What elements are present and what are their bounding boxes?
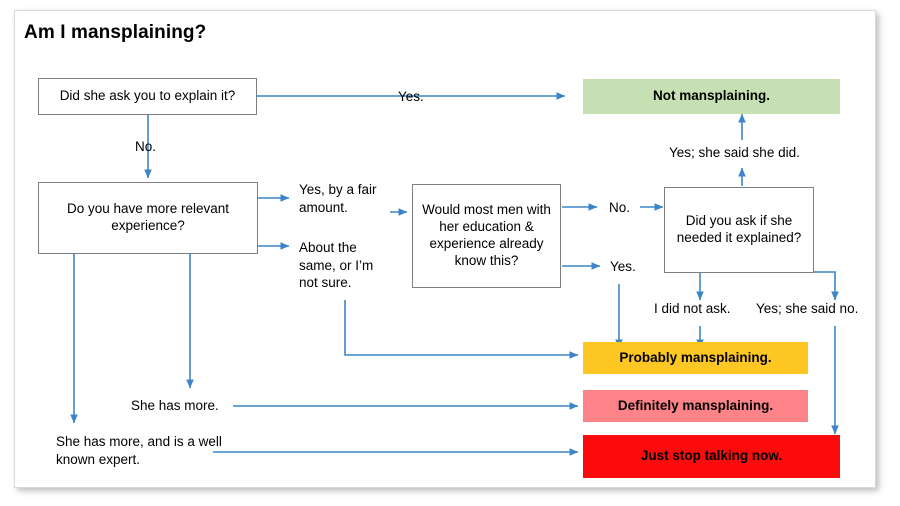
edge-label-i-did-not-ask: I did not ask. (654, 301, 731, 316)
node-definitely-mansplaining[interactable]: Definitely mansplaining. (583, 390, 808, 422)
node-more-relevant-experience[interactable]: Do you have more relevant experience? (38, 182, 258, 254)
edge-label-yes-she-said-she-did: Yes; she said she did. (669, 145, 800, 160)
edge-label-yes-most-men: Yes. (610, 259, 636, 274)
node-did-you-ask[interactable]: Did you ask if she needed it explained? (664, 187, 814, 273)
node-would-most-men-know[interactable]: Would most men with her education & experience already know this? (412, 184, 561, 288)
edge-label-yes-fair-amount: Yes, by a fair amount. (299, 182, 377, 215)
edge-label-no-most-men: No. (609, 200, 631, 215)
edge-label-well-known-expert: She has more, and is a well known expert. (56, 434, 222, 467)
edge-label-she-has-more: She has more. (131, 398, 219, 413)
page-title: Am I mansplaining? (24, 22, 207, 43)
node-did-she-ask[interactable]: Did she ask you to explain it? (38, 78, 257, 115)
edge-label-yes-she-said-no: Yes; she said no. (756, 301, 859, 316)
node-not-mansplaining[interactable]: Not mansplaining. (583, 79, 840, 114)
node-just-stop-talking[interactable]: Just stop talking now. (583, 435, 840, 478)
edge-label-about-the-same: About the same, or I’m not sure. (299, 240, 374, 291)
edge-label-yes-asked: Yes. (398, 89, 424, 104)
edge-label-no-asked: No. (135, 139, 157, 154)
node-probably-mansplaining[interactable]: Probably mansplaining. (583, 342, 808, 374)
